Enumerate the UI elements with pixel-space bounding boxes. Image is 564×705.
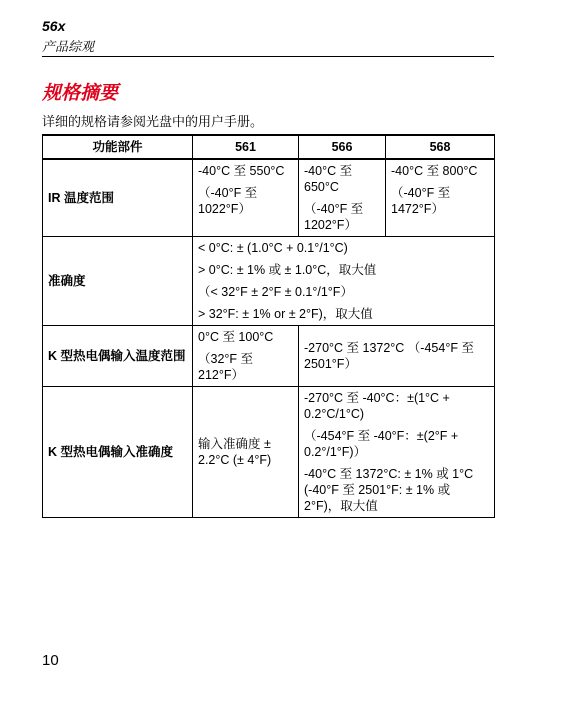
ir-range-568-f: （-40°F 至 1472°F） — [391, 186, 451, 216]
accuracy-line-1: < 0°C: ± (1.0°C + 0.1°/1°C) — [198, 241, 348, 255]
col-header-561: 561 — [193, 135, 299, 159]
k-accuracy-label: K 型热电偶输入准确度 — [43, 387, 193, 518]
header-subtitle: 产品综观 — [42, 39, 95, 54]
accuracy-line-3: （< 32°F ± 2°F ± 0.1°/1°F） — [198, 285, 353, 299]
table-row-ir-range — [43, 159, 495, 237]
accuracy-value — [193, 237, 495, 326]
col-header-568: 568 — [386, 135, 495, 159]
table-row-accuracy — [43, 237, 495, 326]
section-title: 规格摘要 — [42, 83, 119, 104]
ir-range-566-c: -40°C 至 650°C — [304, 164, 353, 194]
k-range-label: K 型热电偶输入温度范围 — [43, 326, 193, 387]
k-range-566-568: -270°C 至 1372°C （-454°F 至 2501°F） — [299, 326, 495, 387]
ir-range-561 — [193, 159, 299, 237]
k-accuracy-line-3: -40°C 至 1372°C: ± 1% 或 1°C (-40°F 至 2501°F: ± 1% 或 2°F)，取大值 — [304, 467, 474, 513]
col-header-feature: 功能部件 — [43, 135, 193, 159]
ir-range-568 — [386, 159, 495, 237]
k-range-561 — [193, 326, 299, 387]
k-accuracy-566-568 — [299, 387, 495, 518]
header-rule — [42, 56, 494, 57]
accuracy-line-4: > 32°F: ± 1% or ± 2°F)，取大值 — [198, 307, 373, 321]
ir-range-568-c: -40°C 至 800°C — [391, 164, 478, 178]
table-row-k-accuracy — [43, 387, 495, 518]
k-accuracy-line-2: （-454°F 至 -40°F：±(2°F + 0.2°/1°F)） — [304, 429, 459, 459]
ir-range-561-f: （-40°F 至 1022°F） — [198, 186, 258, 216]
ir-range-label: IR 温度范围 — [43, 159, 193, 237]
table-header-row — [43, 135, 495, 159]
k-range-561-f: （32°F 至 212°F） — [198, 352, 254, 382]
accuracy-label: 准确度 — [43, 237, 193, 326]
col-header-566: 566 — [299, 135, 386, 159]
header-model: 56x — [42, 18, 66, 34]
spec-table — [42, 134, 495, 518]
ir-range-566 — [299, 159, 386, 237]
ir-range-566-f: （-40°F 至 1202°F） — [304, 202, 364, 232]
k-accuracy-line-1: -270°C 至 -40°C：±(1°C + 0.2°C/1°C) — [304, 391, 450, 421]
page-number: 10 — [42, 652, 59, 669]
table-row-k-range — [43, 326, 495, 387]
ir-range-561-c: -40°C 至 550°C — [198, 164, 285, 178]
accuracy-line-2: > 0°C: ± 1% 或 ± 1.0°C，取大值 — [198, 263, 377, 277]
intro-text: 详细的规格请参阅光盘中的用户手册。 — [42, 114, 264, 129]
k-accuracy-561: 输入准确度 ± 2.2°C (± 4°F) — [193, 387, 299, 518]
k-range-561-c: 0°C 至 100°C — [198, 330, 274, 344]
